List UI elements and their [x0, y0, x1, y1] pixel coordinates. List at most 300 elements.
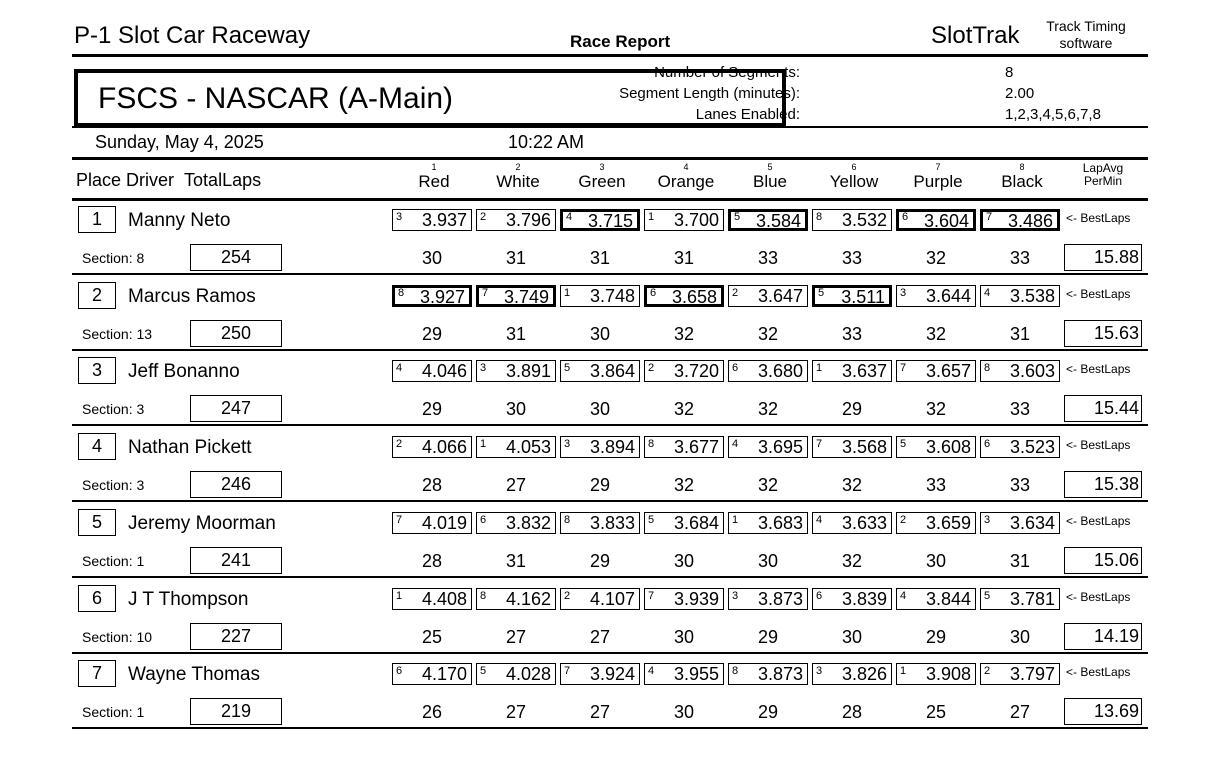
best-lap-cell	[728, 512, 808, 534]
best-lap-cell	[980, 360, 1060, 382]
lap-time: 4.408	[421, 589, 467, 609]
bestlaps-label: <- BestLaps	[1066, 211, 1131, 225]
lane-name: Red	[418, 172, 450, 191]
permin-label: PerMin	[1083, 174, 1122, 188]
place-driver-label: Place Driver	[76, 170, 175, 190]
lap-rank: 4	[732, 438, 739, 450]
total-laps: 227	[190, 623, 282, 650]
lap-time: 3.684	[673, 513, 719, 533]
place-number: 4	[78, 433, 116, 460]
best-lap-cell	[980, 209, 1060, 231]
lap-rank: 6	[732, 362, 739, 374]
lane-lap-count: 27	[505, 475, 527, 495]
best-lap-cell	[980, 512, 1060, 534]
lap-time: 4.066	[421, 437, 467, 457]
best-lap-cell	[476, 436, 556, 458]
lane-lap-count: 29	[757, 702, 779, 722]
lane-lap-count: 30	[925, 551, 947, 571]
place-number: 5	[78, 509, 116, 536]
section-label: Section: 3	[82, 477, 145, 493]
lap-rank: 6	[396, 665, 403, 677]
lane-lap-count: 33	[841, 324, 863, 344]
report-title: Race Report	[570, 32, 671, 51]
lap-avg-per-min	[1064, 471, 1142, 498]
lap-time: 4.046	[421, 361, 467, 381]
best-lap-cell	[980, 285, 1060, 307]
brand-subtitle-line1: Track Timing	[1046, 18, 1126, 34]
best-lap-cell	[896, 588, 976, 610]
lap-time: 3.955	[673, 664, 719, 684]
lap-rank: 3	[900, 287, 907, 299]
lap-time: 4.019	[421, 513, 467, 533]
best-lap-cell	[644, 663, 724, 685]
column-header-place-driver	[76, 170, 261, 191]
lap-time: 3.584	[755, 211, 801, 231]
best-lap-cell	[812, 360, 892, 382]
row-rule	[72, 349, 1148, 351]
lap-rank: 4	[816, 514, 823, 526]
lap-rank: 3	[480, 362, 487, 374]
bestlaps-label: <- BestLaps	[1066, 665, 1131, 679]
best-lap-cell	[644, 588, 724, 610]
lane-lap-count: 32	[757, 475, 779, 495]
lap-time: 3.511	[841, 287, 885, 307]
lane-lap-count: 33	[1009, 248, 1031, 268]
lap-time: 3.873	[757, 589, 803, 609]
best-lap-cell	[644, 512, 724, 534]
best-lap-cell	[728, 436, 808, 458]
row-rule	[72, 273, 1148, 275]
lap-time: 3.532	[841, 210, 887, 230]
place-number: 1	[78, 206, 116, 233]
best-lap-cell	[896, 436, 976, 458]
lane-lap-count: 29	[589, 551, 611, 571]
best-lap-cell	[812, 663, 892, 685]
best-lap-cell	[728, 209, 808, 231]
lap-rank: 2	[648, 362, 655, 374]
lap-avg-value: 15.44	[1093, 398, 1139, 418]
segment-length-label: Segment Length (minutes):	[619, 85, 800, 102]
lane-lap-count: 32	[757, 324, 779, 344]
lap-time: 3.659	[925, 513, 971, 533]
section-label: Section: 10	[82, 629, 153, 645]
lap-time: 3.604	[923, 211, 969, 231]
driver-name: Jeff Bonanno	[128, 361, 240, 382]
lap-rank: 8	[984, 362, 991, 374]
best-lap-cell	[476, 512, 556, 534]
lane-lap-count: 30	[757, 551, 779, 571]
lane-lap-count: 30	[841, 627, 863, 647]
lap-time: 3.797	[1009, 664, 1055, 684]
title-rule	[72, 126, 1148, 128]
lane-lap-count: 31	[1009, 551, 1031, 571]
lane-lap-count: 31	[505, 248, 527, 268]
lap-rank: 8	[816, 211, 823, 223]
lap-avg-per-min	[1064, 623, 1142, 650]
lap-time: 3.796	[505, 210, 551, 230]
driver-name: J T Thompson	[128, 589, 249, 610]
lap-time: 3.603	[1009, 361, 1055, 381]
lane-lap-count: 27	[1009, 702, 1031, 722]
bestlaps-label: <- BestLaps	[1066, 362, 1131, 376]
lap-avg-value: 13.69	[1093, 701, 1139, 721]
lap-avg-value: 15.88	[1093, 247, 1139, 267]
lap-time: 3.781	[1009, 589, 1055, 609]
best-lap-cell	[560, 285, 640, 307]
total-laps: 247	[190, 395, 282, 422]
lane-lap-count: 32	[925, 399, 947, 419]
lap-time: 3.894	[589, 437, 635, 457]
lap-time: 3.647	[757, 286, 803, 306]
lap-time: 3.633	[841, 513, 887, 533]
best-lap-cell	[560, 436, 640, 458]
lap-rank: 6	[480, 514, 487, 526]
lanes-enabled-label: Lanes Enabled:	[695, 106, 800, 123]
total-laps: 250	[190, 320, 282, 347]
lap-time: 3.634	[1009, 513, 1055, 533]
lap-rank: 1	[900, 665, 907, 677]
lane-lap-count: 28	[421, 475, 443, 495]
best-lap-cell	[980, 436, 1060, 458]
lap-time: 3.644	[925, 286, 971, 306]
brand-subtitle-line2: software	[1059, 35, 1113, 51]
best-lap-cell	[644, 285, 724, 307]
lap-time: 3.748	[589, 286, 635, 306]
lap-rank: 5	[984, 590, 991, 602]
lane-number: 7	[935, 162, 941, 172]
best-lap-cell	[812, 285, 892, 307]
section-label: Section: 1	[82, 704, 145, 720]
lane-lap-count: 30	[589, 324, 611, 344]
lanes-enabled-value: 1,2,3,4,5,6,7,8	[1005, 106, 1101, 123]
lane-lap-count: 27	[589, 627, 611, 647]
lap-rank: 5	[564, 362, 571, 374]
lap-time: 3.833	[589, 513, 635, 533]
lap-time: 3.486	[1007, 211, 1053, 231]
lap-time: 4.107	[589, 589, 635, 609]
lap-rank: 5	[900, 438, 907, 450]
best-lap-cell	[728, 663, 808, 685]
lane-lap-count: 27	[505, 702, 527, 722]
lane-lap-count: 32	[673, 399, 695, 419]
lane-lap-count: 32	[673, 324, 695, 344]
lap-time: 3.908	[925, 664, 971, 684]
place-number: 2	[78, 282, 116, 309]
bestlaps-label: <- BestLaps	[1066, 287, 1131, 301]
race-time: 10:22 AM	[508, 132, 585, 152]
lap-time: 3.523	[1009, 437, 1055, 457]
lap-rank: 6	[816, 590, 823, 602]
lane-lap-count: 27	[589, 702, 611, 722]
lane-number: 6	[851, 162, 857, 172]
lane-lap-count: 33	[925, 475, 947, 495]
lap-rank: 1	[564, 287, 571, 299]
lane-lap-count: 30	[673, 551, 695, 571]
total-laps: 241	[190, 547, 282, 574]
lap-rank: 3	[396, 211, 403, 223]
lap-time: 3.683	[757, 513, 803, 533]
best-lap-cell	[896, 285, 976, 307]
lane-lap-count: 32	[673, 475, 695, 495]
row-rule	[72, 576, 1148, 578]
best-lap-cell	[392, 663, 472, 685]
lap-rank: 2	[900, 514, 907, 526]
lap-time: 3.680	[757, 361, 803, 381]
best-lap-cell	[476, 663, 556, 685]
brand-subtitle	[1036, 18, 1136, 52]
best-lap-cell	[476, 209, 556, 231]
lap-avg-per-min	[1064, 244, 1142, 271]
best-lap-cell	[812, 588, 892, 610]
lap-avg-per-min	[1064, 320, 1142, 347]
lane-lap-count: 30	[1009, 627, 1031, 647]
lane-number: 8	[1019, 162, 1025, 172]
lapavg-label: LapAvg	[1082, 161, 1124, 175]
lane-lap-count: 30	[673, 627, 695, 647]
lap-time: 4.053	[505, 437, 551, 457]
best-lap-cell	[560, 663, 640, 685]
lane-lap-count: 29	[925, 627, 947, 647]
best-lap-cell	[392, 285, 472, 307]
lane-lap-count: 26	[421, 702, 443, 722]
lane-lap-count: 31	[1009, 324, 1031, 344]
row-rule	[72, 500, 1148, 502]
best-lap-cell	[560, 588, 640, 610]
lane-lap-count: 29	[421, 324, 443, 344]
venue-name: P-1 Slot Car Raceway	[74, 22, 311, 49]
lane-header-purple	[896, 162, 980, 192]
lane-lap-count: 25	[421, 627, 443, 647]
place-number: 3	[78, 357, 116, 384]
lap-rank: 5	[480, 665, 487, 677]
lane-header-blue	[728, 162, 812, 192]
lap-rank: 2	[984, 665, 991, 677]
lap-rank: 4	[900, 590, 907, 602]
lane-lap-count: 30	[421, 248, 443, 268]
bestlaps-label: <- BestLaps	[1066, 590, 1131, 604]
best-lap-cell	[812, 209, 892, 231]
bestlaps-label: <- BestLaps	[1066, 438, 1131, 452]
best-lap-cell	[644, 436, 724, 458]
lane-name: Blue	[752, 172, 788, 191]
lap-rank: 6	[984, 438, 991, 450]
best-lap-cell	[560, 209, 640, 231]
lap-rank: 5	[648, 514, 655, 526]
row-rule	[72, 424, 1148, 426]
lane-lap-count: 29	[589, 475, 611, 495]
lap-rank: 7	[648, 590, 655, 602]
lane-lap-count: 31	[673, 248, 695, 268]
lane-lap-count: 27	[505, 627, 527, 647]
lap-rank: 1	[396, 590, 403, 602]
lap-time: 3.939	[673, 589, 719, 609]
lane-lap-count: 28	[421, 551, 443, 571]
best-lap-cell	[980, 588, 1060, 610]
best-lap-cell	[392, 512, 472, 534]
place-number: 7	[78, 660, 116, 687]
lane-lap-count: 32	[841, 475, 863, 495]
lap-rank: 7	[816, 438, 823, 450]
total-laps: 219	[190, 698, 282, 725]
lap-rank: 1	[816, 362, 823, 374]
lane-lap-count: 31	[505, 324, 527, 344]
best-lap-cell	[476, 285, 556, 307]
lane-name: Orange	[657, 172, 715, 191]
best-lap-cell	[560, 512, 640, 534]
lap-avg-per-min	[1064, 395, 1142, 422]
lap-time: 3.924	[589, 664, 635, 684]
lap-rank: 5	[818, 287, 825, 299]
lane-lap-count: 32	[841, 551, 863, 571]
lap-time: 4.028	[505, 664, 551, 684]
lane-name: Yellow	[829, 172, 879, 191]
bestlaps-label: <- BestLaps	[1066, 514, 1131, 528]
segment-length-value: 2.00	[1005, 85, 1035, 102]
lap-time: 3.677	[673, 437, 719, 457]
lap-rank: 2	[732, 287, 739, 299]
lap-rank: 7	[986, 211, 993, 223]
best-lap-cell	[812, 512, 892, 534]
lane-lap-count: 29	[757, 627, 779, 647]
lane-header-white	[476, 162, 560, 192]
lap-rank: 8	[732, 665, 739, 677]
lap-time: 3.637	[841, 361, 887, 381]
section-label: Section: 3	[82, 401, 145, 417]
lane-lap-count: 29	[421, 399, 443, 419]
lap-time: 3.700	[673, 210, 719, 230]
lap-time: 3.891	[505, 361, 551, 381]
lane-number: 2	[515, 162, 521, 172]
lap-time: 3.658	[671, 287, 717, 307]
lap-rank: 8	[648, 438, 655, 450]
lane-lap-count: 29	[841, 399, 863, 419]
lap-rank: 4	[566, 211, 573, 223]
best-lap-cell	[896, 512, 976, 534]
lane-number: 4	[683, 162, 689, 172]
brand-name: SlotTrak	[931, 22, 1020, 49]
lane-lap-count: 28	[841, 702, 863, 722]
lane-name: White	[496, 172, 540, 191]
lap-rank: 4	[648, 665, 655, 677]
lap-time: 3.839	[841, 589, 887, 609]
lap-time: 3.608	[925, 437, 971, 457]
driver-name: Manny Neto	[128, 210, 231, 231]
row-rule	[72, 727, 1148, 729]
lap-time: 3.826	[841, 664, 887, 684]
lap-rank: 7	[564, 665, 571, 677]
lap-time: 3.749	[503, 287, 549, 307]
lap-avg-value: 15.63	[1093, 323, 1139, 343]
lane-header-orange	[644, 162, 728, 192]
lap-time: 3.695	[757, 437, 803, 457]
best-lap-cell	[896, 360, 976, 382]
lap-rank: 8	[480, 590, 487, 602]
lane-header-green	[560, 162, 644, 192]
best-lap-cell	[896, 209, 976, 231]
best-lap-cell	[812, 436, 892, 458]
lane-header-yellow	[812, 162, 896, 192]
lap-rank: 2	[396, 438, 403, 450]
lane-lap-count: 33	[841, 248, 863, 268]
lap-rank: 1	[648, 211, 655, 223]
header-rule	[72, 54, 1148, 57]
date-rule	[72, 157, 1148, 160]
best-lap-cell	[392, 588, 472, 610]
lap-rank: 7	[900, 362, 907, 374]
best-lap-cell	[476, 588, 556, 610]
lap-rank: 3	[816, 665, 823, 677]
lane-lap-count: 25	[925, 702, 947, 722]
best-lap-cell	[728, 360, 808, 382]
lap-time: 3.715	[587, 211, 633, 231]
lap-time: 3.832	[505, 513, 551, 533]
place-number: 6	[78, 585, 116, 612]
lap-time: 3.568	[841, 437, 887, 457]
lap-rank: 3	[564, 438, 571, 450]
lapavg-header	[1064, 162, 1142, 188]
lane-lap-count: 30	[673, 702, 695, 722]
lane-header-black	[980, 162, 1064, 192]
lap-avg-per-min	[1064, 698, 1142, 725]
lap-rank: 3	[984, 514, 991, 526]
lap-rank: 8	[398, 287, 405, 299]
best-lap-cell	[896, 663, 976, 685]
lap-time: 3.873	[757, 664, 803, 684]
driver-name: Nathan Pickett	[128, 437, 252, 458]
lap-time: 3.864	[589, 361, 635, 381]
lap-rank: 4	[396, 362, 403, 374]
column-header-rule	[72, 198, 1148, 201]
lap-rank: 7	[396, 514, 403, 526]
total-laps: 254	[190, 244, 282, 271]
best-lap-cell	[644, 209, 724, 231]
lane-lap-count: 33	[1009, 399, 1031, 419]
driver-name: Marcus Ramos	[128, 286, 256, 307]
lap-rank: 7	[482, 287, 489, 299]
lap-rank: 1	[480, 438, 487, 450]
lap-rank: 5	[734, 211, 741, 223]
race-date: Sunday, May 4, 2025	[95, 132, 264, 152]
lane-name: Purple	[913, 172, 963, 191]
lane-name: Green	[578, 172, 626, 191]
lap-rank: 8	[564, 514, 571, 526]
lane-lap-count: 31	[589, 248, 611, 268]
lap-rank: 2	[564, 590, 571, 602]
lane-header-red	[392, 162, 476, 192]
lap-avg-per-min	[1064, 547, 1142, 574]
total-laps: 246	[190, 471, 282, 498]
lap-time: 3.937	[421, 210, 467, 230]
lap-time: 3.538	[1009, 286, 1055, 306]
lane-lap-count: 33	[757, 248, 779, 268]
best-lap-cell	[392, 436, 472, 458]
best-lap-cell	[392, 360, 472, 382]
lap-rank: 6	[902, 211, 909, 223]
lap-avg-value: 15.06	[1093, 550, 1139, 570]
lane-lap-count: 32	[757, 399, 779, 419]
best-lap-cell	[644, 360, 724, 382]
best-lap-cell	[980, 663, 1060, 685]
best-lap-cell	[728, 588, 808, 610]
section-label: Section: 8	[82, 250, 145, 266]
lap-time: 3.657	[925, 361, 971, 381]
best-lap-cell	[392, 209, 472, 231]
lane-number: 5	[767, 162, 773, 172]
lane-lap-count: 32	[925, 324, 947, 344]
section-label: Section: 13	[82, 326, 153, 342]
lane-lap-count: 30	[589, 399, 611, 419]
lane-lap-count: 33	[1009, 475, 1031, 495]
